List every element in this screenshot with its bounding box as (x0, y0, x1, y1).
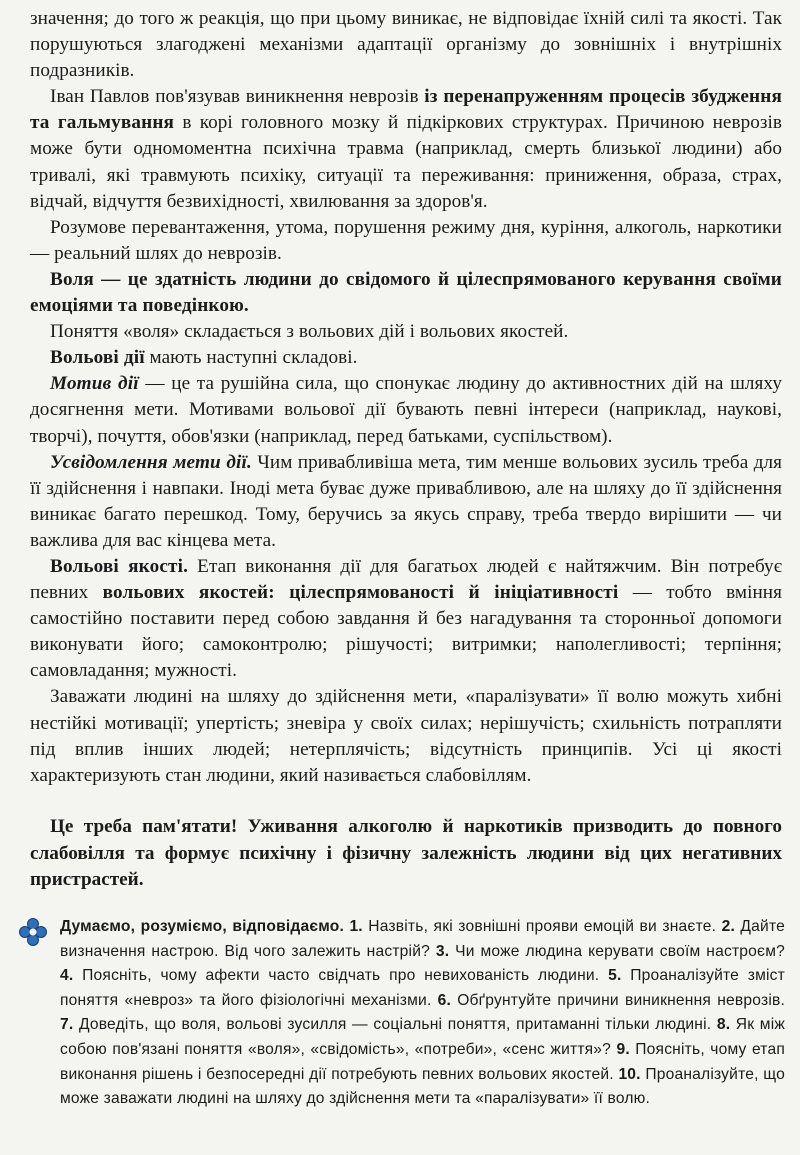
paragraph (30, 684, 782, 788)
text-run: із перенапруженням процесів збудження та гальмування (30, 86, 782, 134)
body-text (30, 6, 782, 789)
paragraph (30, 215, 782, 267)
paragraph (30, 6, 782, 84)
question-number: 8. (716, 1016, 736, 1034)
paragraph (30, 554, 782, 684)
text-run: Іван Павлов пов'язував виникнення неврозів (50, 86, 425, 108)
text-run: Вольові якості. (50, 555, 189, 577)
text-run: Воля — це здатність людини до свідомого й цілеспрямованого керування своїми емоціями та поведінкою. (30, 268, 782, 317)
text-run: мають наступні складові. (144, 347, 358, 369)
question-text: Проаналізуйте, що може заважати людині на шляху до здійснення мети та «паралізувати» її волю. (60, 1065, 785, 1108)
flower-icon (18, 917, 48, 947)
question-text: Проаналізуйте зміст поняття «невроз» та його фізіологічні механізми. (60, 967, 786, 1009)
question-text: Поясніть, чому афекти часто свідчать про невихованість людини. (82, 967, 609, 985)
text-run: Мотив дії (50, 373, 139, 395)
question-text: Доведіть, що воля, вольові зусилля — соціальні поняття, притаманні тільки людині. (78, 1016, 717, 1034)
questions-heading: Думаємо, розуміємо, відповідаємо. (60, 918, 350, 935)
question-text: Обґрунтуйте причини виникнення неврозів. (457, 991, 785, 1009)
question-number: 4. (60, 967, 83, 985)
question-text: Поясніть, чому етап виконання рішень і безпосередні дії потребують певних вольових якостей. (60, 1040, 785, 1083)
paragraph (30, 450, 782, 554)
text-run: Етап виконання дії для багатьох людей є найтяжчим. Він потребує певних (30, 555, 782, 604)
text-run: Усвідомлення мети дії. (50, 451, 252, 473)
paragraph (30, 84, 782, 214)
paragraph (30, 267, 782, 319)
paragraph (30, 319, 782, 345)
question-number: 9. (616, 1040, 636, 1058)
question-number: 3. (435, 942, 456, 960)
remember-note: Це треба пам'ятати! Уживання алкоголю й наркотиків призводить до повного слабовілля та формує психічну і фізичну залежність людини від цих негативних пристрастей. (30, 816, 782, 890)
question-text: Чи може людина керувати своїм настроєм? (455, 942, 785, 960)
text-run: — тобто вміння самостійно поставити перед собою завдання й без нагадування та сторонньої допомоги виконувати його; самоконтролю; рішучості; витримки; наполегливості; терпіння; самовладання; мужності. (30, 582, 782, 682)
question-text: Дайте визначення настрою. Від чого залежить настрій? (60, 918, 785, 960)
question-number: 1. (349, 918, 369, 935)
question-number: 10. (618, 1065, 646, 1083)
question-text: Назвіть, які зовнішні прояви емоцій ви знаєте. (368, 918, 722, 935)
question-number: 5. (608, 967, 631, 985)
paragraph (30, 345, 782, 371)
text-run: в корі головного мозку й підкіркових структурах. Причиною неврозів може бути одномоментна психічна травма (наприклад, смерть близької людини) або тривалі, які травмують психіку, ситуації та переживання: приниження, образа, страх, відчай, відчуття безвихідності, хвилювання за здоров'я. (30, 112, 783, 212)
text-run: — це та рушійна сила, що спонукає людину до активностних дій на шляху досягнення мети. Мотивами вольової дії бувають певні інтереси (наприклад, наукові, творчі), почуття, обов'язки (наприклад, перед батьками, суспільством). (30, 373, 782, 447)
text-run: Поняття «воля» складається з вольових дій і вольових якостей. (50, 321, 569, 343)
paragraph (30, 371, 782, 449)
text-run: вольових якостей: цілеспрямованості й ініціативності (102, 582, 619, 604)
question-text: Як між собою пов'язані поняття «воля», «свідомість», «потреби», «сенс життя»? (60, 1016, 786, 1058)
text-run: Розумове перевантаження, утома, порушення режиму дня, куріння, алкоголь, наркотики — реальний шлях до неврозів. (30, 216, 782, 264)
flower-center (30, 929, 37, 936)
text-run: Заважати людині на шляху до здійснення мети, «паралізувати» її волю можуть хибні нестійкі мотивації; упертість; зневіра у своїх силах; нерішучість; схильність потрапляти під вплив інших людей; нетерплячість; відсутність принципів. Усі ці якості характеризують стан людини, який називається слабовіллям. (30, 686, 782, 786)
text-run: Чим привабливіша мета, тим менше вольових зусиль треба для її здійснення і навпаки. Іноді мета буває дуже привабливою, але на шляху до її здійснення виникає багато перешкод. Тому, беручись за якусь справу, треба твердо вирішити — чи важлива для вас кінцева мета. (30, 451, 783, 551)
question-number: 6. (437, 991, 458, 1009)
text-run: значення; до того ж реакція, що при цьому виникає, не відповідає їхній силі та якості. Так порушуються злагоджені механізми адаптації організму до зовнішніх і внутрішніх подразників. (30, 8, 782, 82)
text-run: Вольові дії (50, 347, 145, 369)
question-number: 2. (721, 918, 741, 935)
flower-petal (20, 927, 31, 938)
question-number: 7. (60, 1016, 79, 1034)
questions-block (60, 915, 785, 1112)
